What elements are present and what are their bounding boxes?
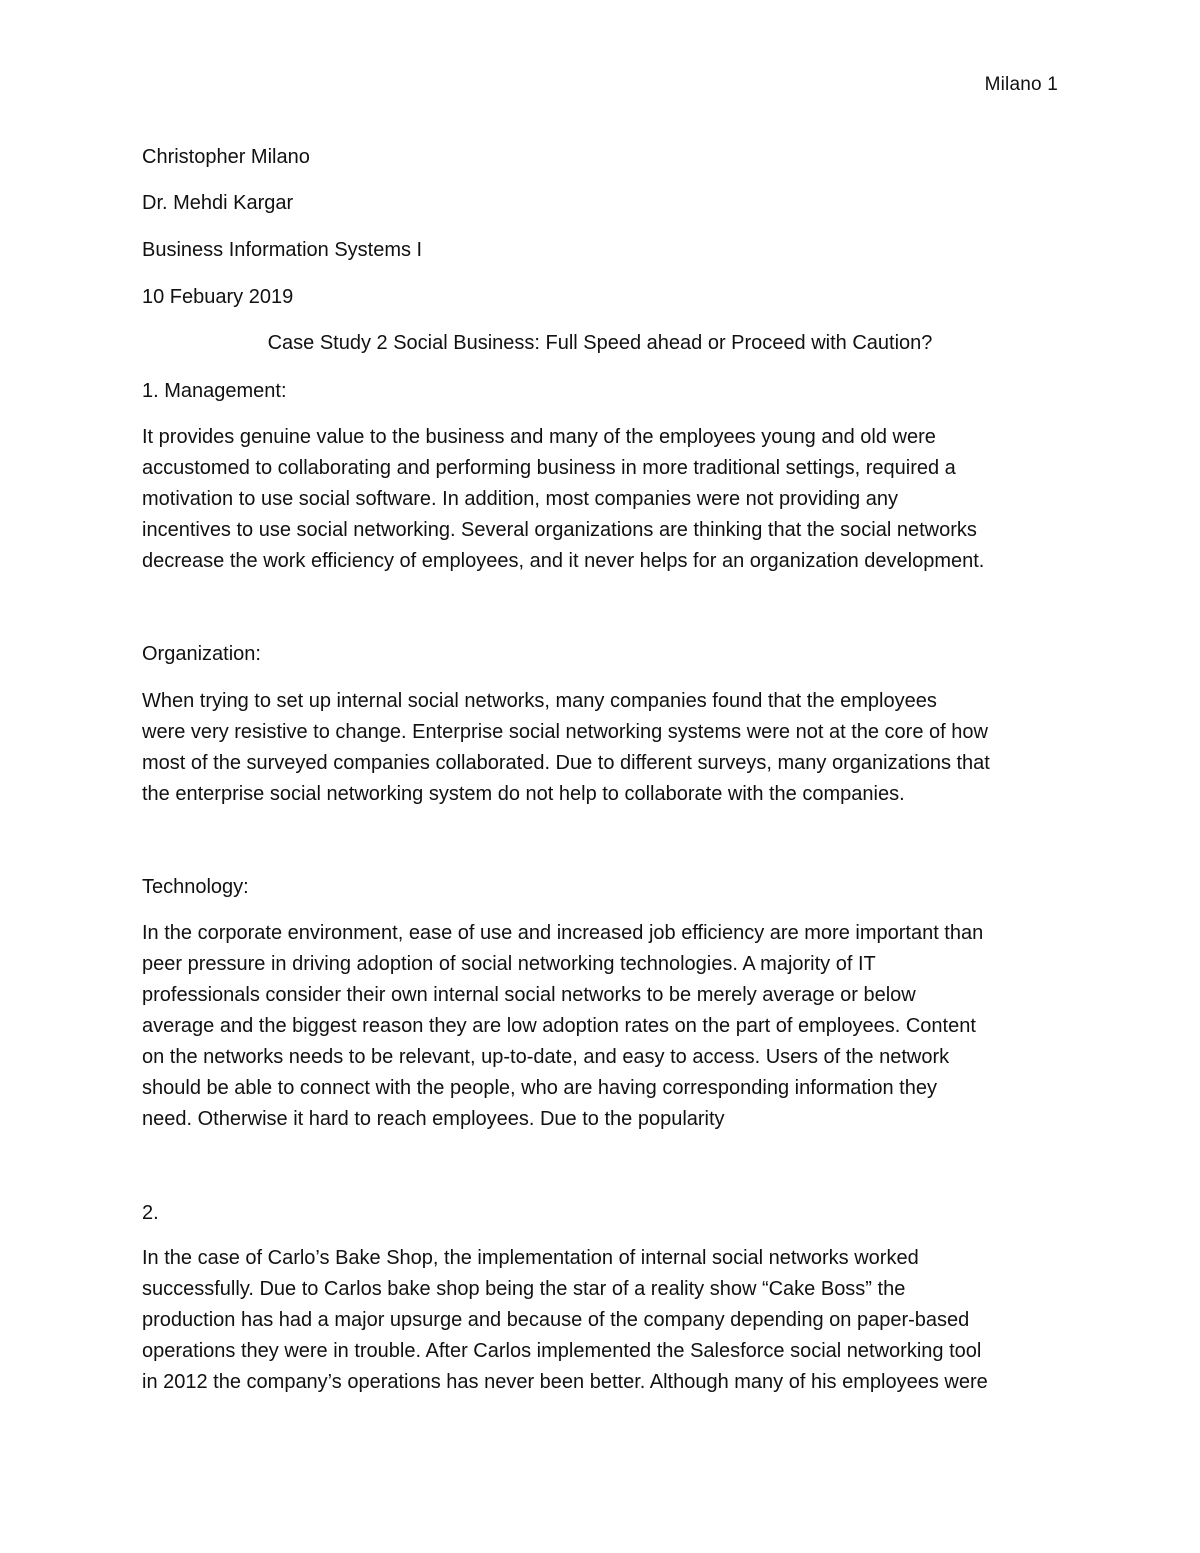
paragraph-line: peer pressure in driving adoption of social networking technologies. A majority of IT	[142, 953, 876, 975]
paragraph-line: decrease the work efficiency of employees, and it never helps for an organization development.	[142, 550, 985, 572]
paragraph-technology	[142, 918, 1062, 1135]
paragraph-line: In the case of Carlo’s Bake Shop, the implementation of internal social networks worked	[142, 1247, 919, 1269]
paragraph-line: In the corporate environment, ease of use and increased job efficiency are more important than	[142, 922, 984, 944]
section-heading-organization: Organization:	[142, 643, 261, 665]
paragraph-line: It provides genuine value to the business and many of the employees young and old were	[142, 426, 936, 448]
paragraph-organization	[142, 686, 1062, 810]
paragraph-line: accustomed to collaborating and performing business in more traditional settings, required a	[142, 457, 956, 479]
paragraph-question-2	[142, 1243, 1062, 1398]
paragraph-line: should be able to connect with the people, who are having corresponding information they	[142, 1077, 937, 1099]
paragraph-line: When trying to set up internal social networks, many companies found that the employees	[142, 690, 937, 712]
paragraph-line: average and the biggest reason they are low adoption rates on the part of employees. Content	[142, 1015, 976, 1037]
course-name: Business Information Systems I	[142, 239, 423, 261]
section-heading-technology: Technology:	[142, 876, 249, 898]
document-title: Case Study 2 Social Business: Full Speed ahead or Proceed with Caution?	[267, 332, 933, 354]
paragraph-line: incentives to use social networking. Several organizations are thinking that the social networks	[142, 519, 977, 541]
section-heading-question-2: 2.	[142, 1202, 159, 1224]
paragraph-line: professionals consider their own internal social networks to be merely average or below	[142, 984, 916, 1006]
paragraph-line: were very resistive to change. Enterprise social networking systems were not at the core of how	[142, 721, 988, 743]
page-header-label: Milano 1	[984, 74, 1058, 95]
paragraph-line: need. Otherwise it hard to reach employees. Due to the popularity	[142, 1108, 725, 1130]
instructor-name: Dr. Mehdi Kargar	[142, 192, 294, 214]
paragraph-line: most of the surveyed companies collaborated. Due to different surveys, many organizations that	[142, 752, 990, 774]
paragraph-management	[142, 422, 1062, 577]
paragraph-line: production has had a major upsurge and because of the company depending on paper-based	[142, 1309, 970, 1331]
author-name: Christopher Milano	[142, 146, 310, 168]
paragraph-line: successfully. Due to Carlos bake shop being the star of a reality show “Cake Boss” the	[142, 1278, 906, 1300]
paragraph-line: operations they were in trouble. After Carlos implemented the Salesforce social networking tool	[142, 1340, 982, 1362]
paragraph-line: motivation to use social software. In addition, most companies were not providing any	[142, 488, 898, 510]
paragraph-line: on the networks needs to be relevant, up-to-date, and easy to access. Users of the network	[142, 1046, 950, 1068]
document-date: 10 Febuary 2019	[142, 286, 294, 308]
section-heading-management: 1. Management:	[142, 380, 287, 402]
paragraph-line: the enterprise social networking system do not help to collaborate with the companies.	[142, 783, 905, 805]
paragraph-line: in 2012 the company’s operations has never been better. Although many of his employees were	[142, 1371, 988, 1393]
